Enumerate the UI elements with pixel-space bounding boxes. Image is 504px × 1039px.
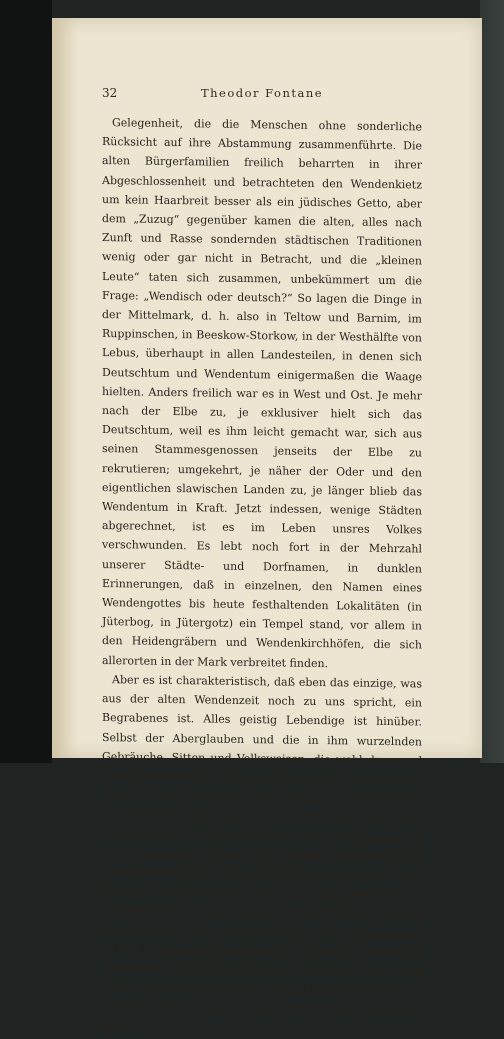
running-head: Theodor Fontane: [200, 86, 324, 100]
page-header: [102, 86, 422, 102]
body-text: [102, 113, 422, 1039]
book-edge: [480, 0, 504, 763]
paragraph: Aber es ist charakteristisch, daß eben das einzige, was aus der alten Wendenzeit noch zu uns spricht, ein Begrabenes ist. Alles geistig Lebendige ist hinüber. Selbst der Aberglauben und die in ihm wurzelnden Gebräuche, Sitten und Volksweisen, die wohl dann und wann für wendische Überreste gehalten worden sind, lassen sich vielfach auf etwas Urgermanisches zurückführen, das auch vor den Wenden schon hier heimisch war. Mit Sicherheit lebt noch Altdeutsches in den Gemütern, und das Volk erzählt von Wodan und Fricke (Freia) und von dem Hackelberger Jäger. Aber Radigast und Czernebog sind tot. Das Wendische ist weggewischt, untergegangen in dem Stärkern, in dem germanischen Leben und Gemüt, und nur am Rande der Oder hin, den polnisch-slawischen Landen zu, zeigt sich jezuweilen neben dem slawisch Heiteren auch noch jener auf Hartnäckigkeit und Verschlossenheit deutende finstere Zug, der an die alte Zeit und ihre Bewohner mahnt.: [102, 673, 422, 1033]
book-gutter-shadow: [0, 0, 52, 763]
page-number: 32: [102, 86, 118, 100]
paragraph: Gelegenheit, die die Menschen ohne sonderliche Rücksicht auf ihre Abstammung zusammenführte. Die alten Bürgerfamilien freilich beharrten in ihrer Abgeschlossenheit und betrachteten den Wendenkietz um kein Haarbreit besser als ein jüdisches Getto, aber dem „Zuzug“ gegenüber kamen die alten, alles nach Zunft und Rasse sondernden städtischen Traditionen wenig oder gar nicht in Betracht, und die „kleinen Leute“ taten sich zusammen, unbekümmert um die Frage: „Wendisch oder deutsch?“ So lagen die Dinge in der Mittelmark, d. h. also in Teltow und Barnim, im Ruppinschen, in Beeskow-Storkow, in der Westhälfte von Lebus, überhaupt in allen Landesteilen, in denen sich Deutschtum und Wendentum einigermaßen die Waage hielten. Anders freilich war es in West und Ost. Je mehr nach der Elbe zu, je exklusiver hielt sich das Deutschtum, weil es ihm leicht gemacht war, sich aus seinen Stammesgenossen jenseits der Elbe zu rekrutieren; umgekehrt, je näher der Oder und den eigentlichen slawischen Landen zu, je länger blieb das Wendentum in Kraft. Jetzt indessen, wenige Städten abgerechnet, ist es im Leben unsres Volkes verschwunden. Es lebt noch fort in der Mehrzahl unserer Städte- und Dorfnamen, in dunklen Erinnerungen, daß in einzelnen, den Namen eines Wendengottes bis heute festhaltenden Lokalitäten (in Jüterbog, in Jütergotz) ein Tempel stand, vor allem in den Heidengräbern und Wendenkirchhöfen, die sich allerorten in der Mark verbreitet finden.: [102, 116, 422, 670]
